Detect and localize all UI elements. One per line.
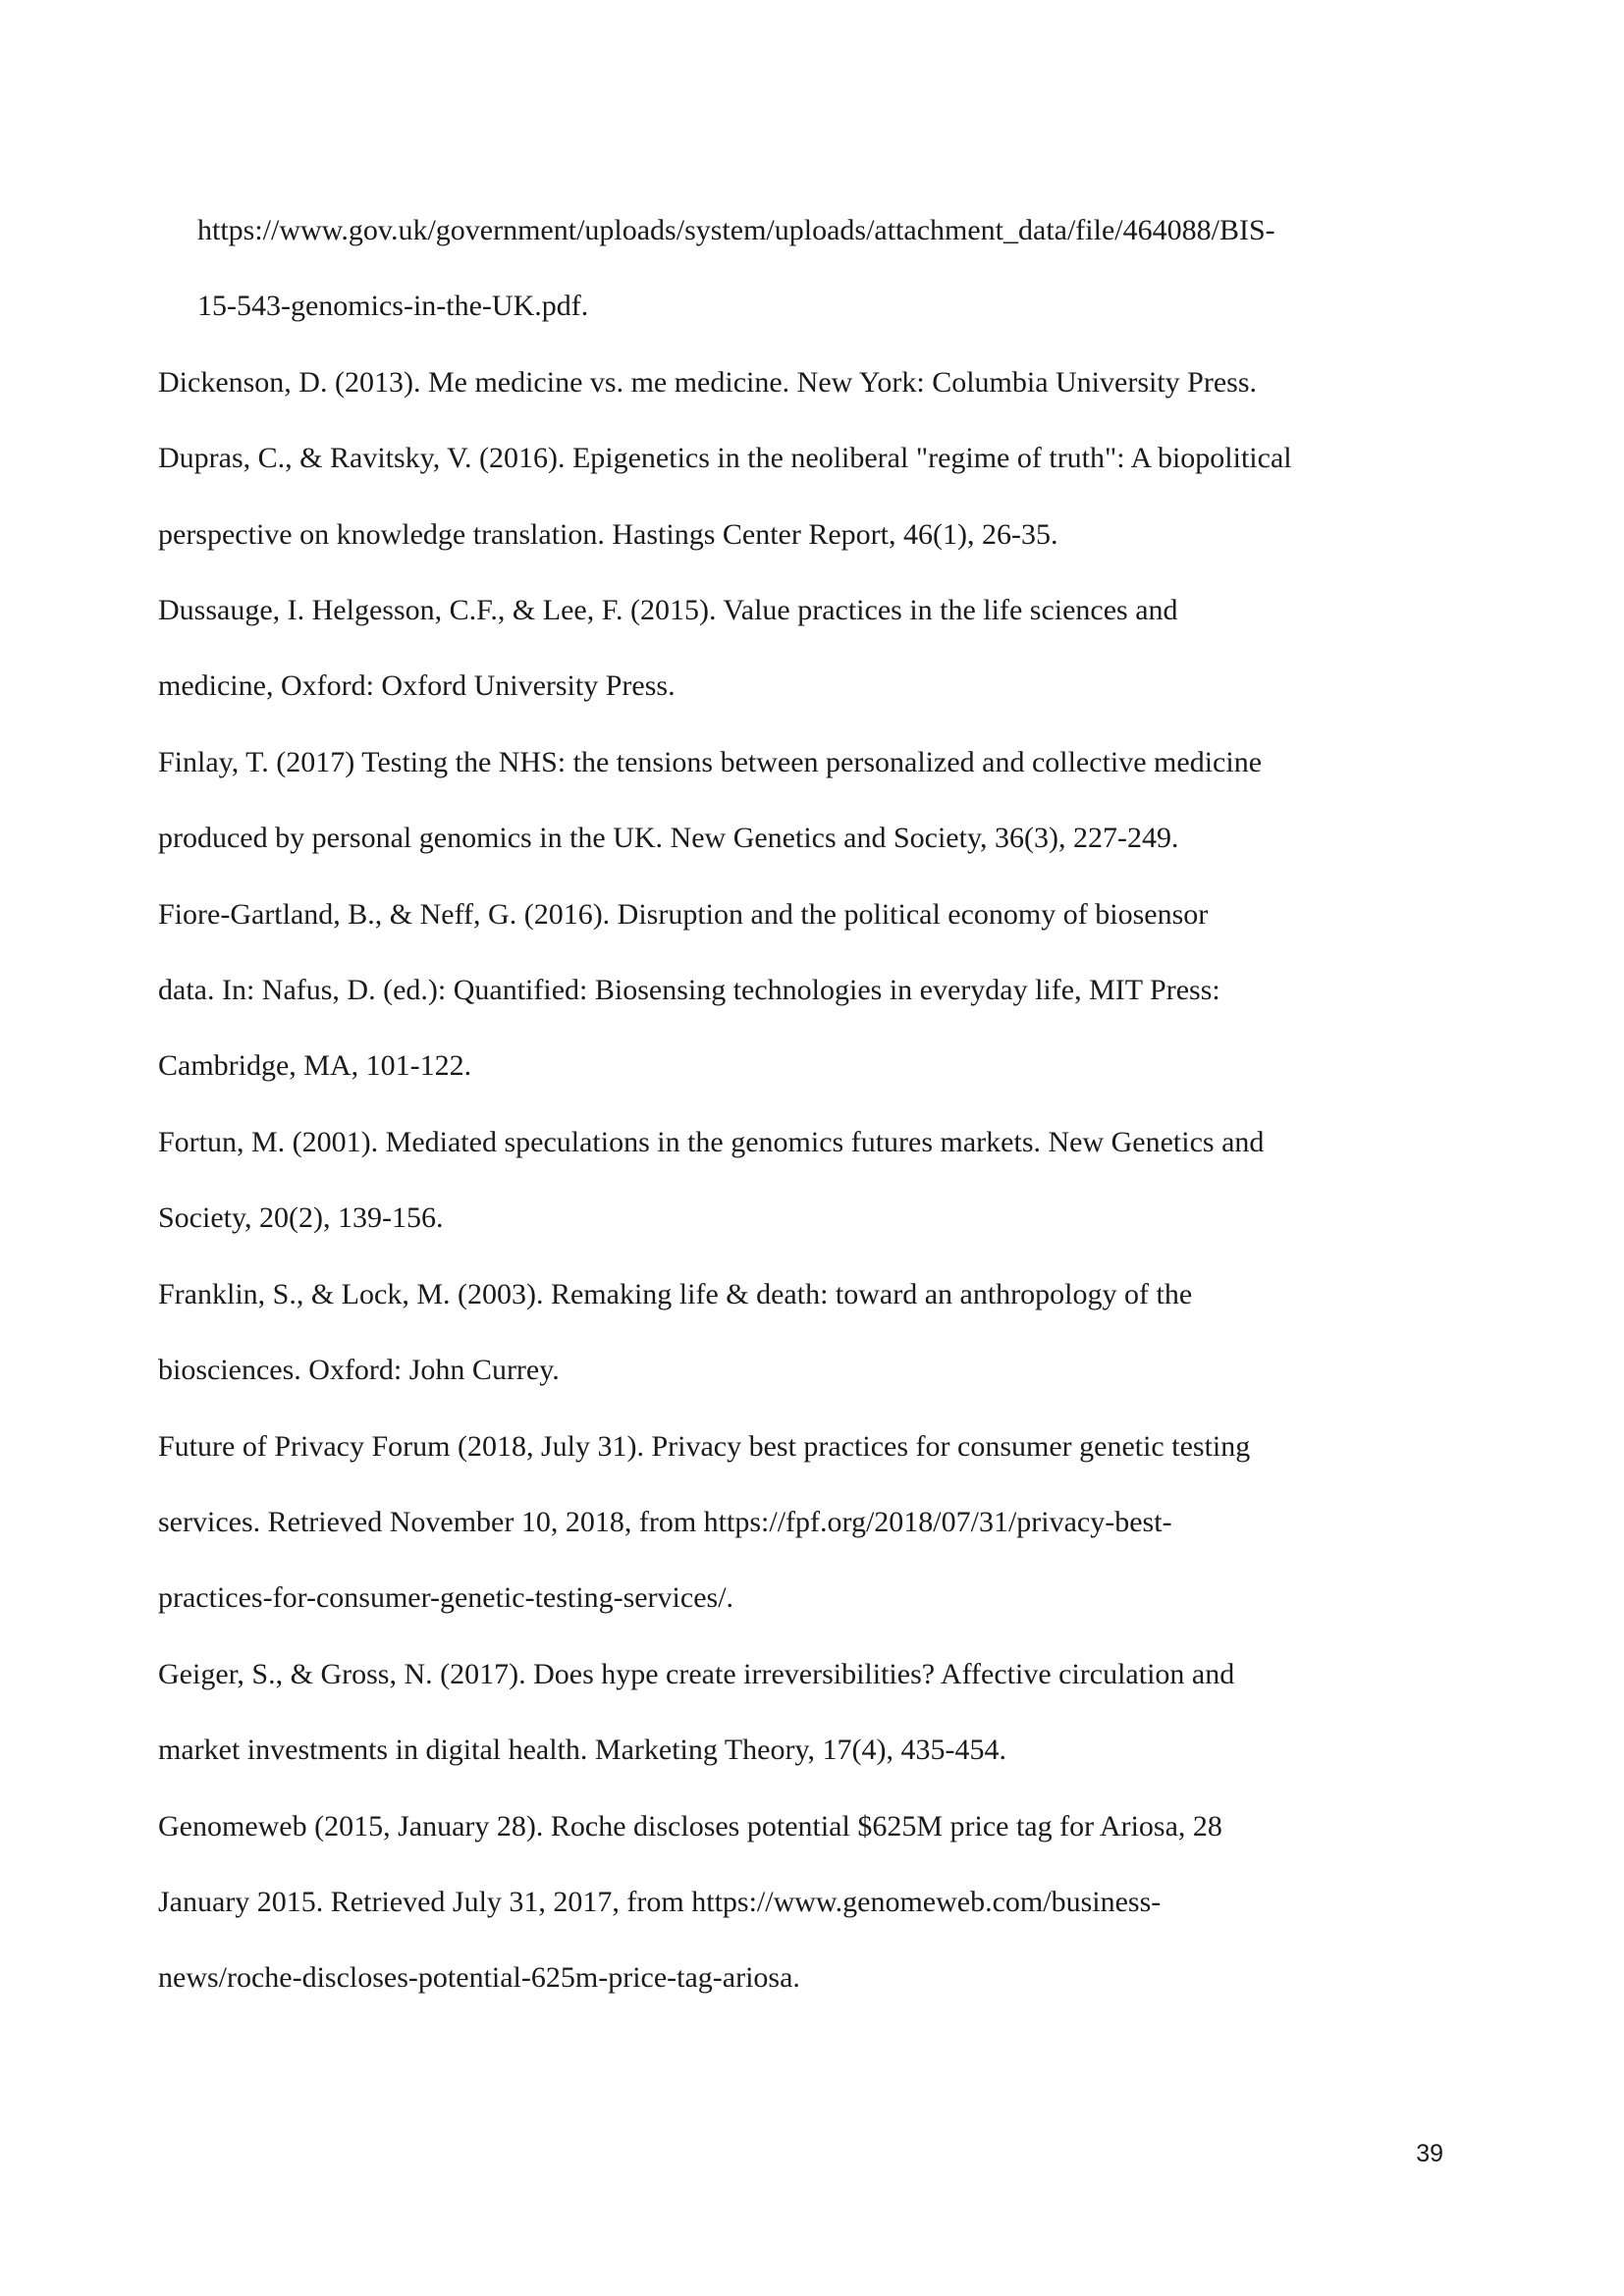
reference-line: services. Retrieved November 10, 2018, from https://fpf.org/2018/07/31/privacy-best- [158,1505,1172,1538]
reference-entry [158,1636,1464,1789]
reference-line: January 2015. Retrieved July 31, 2017, from https://www.genomeweb.com/business- [158,1885,1162,1918]
reference-line: data. In: Nafus, D. (ed.): Quantified: Biosensing technologies in everyday life, MIT Press: [158,974,1220,1007]
reference-line: Future of Privacy Forum (2018, July 31). Privacy best practices for consumer genetic testing [158,1429,1251,1463]
reference-entry [158,345,1464,420]
reference-entry [158,192,1464,345]
reference-line: practices-for-consumer-genetic-testing-services/. [158,1581,734,1615]
reference-line: 15-543-genomics-in-the-UK.pdf. [197,290,589,323]
reference-entry [158,1409,1464,1636]
reference-line: Dickenson, D. (2013). Me medicine vs. me medicine. New York: Columbia University Press. [158,365,1258,399]
reference-entry [158,1104,1464,1256]
reference-line: Geiger, S., & Gross, N. (2017). Does hype create irreversibilities? Affective circulation and [158,1657,1235,1690]
reference-entry [158,1256,1464,1409]
reference-line: news/roche-discloses-potential-625m-price-tag-ariosa. [158,1961,800,1995]
reference-entry [158,420,1464,572]
page-number: 39 [1416,2140,1443,2167]
reference-line: https://www.gov.uk/government/uploads/system/uploads/attachment_data/file/464088/BIS- [197,214,1275,246]
reference-list [158,192,1464,2016]
reference-line: Finlay, T. (2017) Testing the NHS: the tensions between personalized and collective medicine [158,745,1263,778]
reference-line: biosciences. Oxford: John Currey. [158,1354,560,1387]
reference-line: Dupras, C., & Ravitsky, V. (2016). Epigenetics in the neoliberal "regime of truth": A biopolitical [158,442,1292,475]
reference-entry [158,724,1464,877]
reference-line: Fortun, M. (2001). Mediated speculations in the genomics futures markets. New Genetics and [158,1125,1265,1158]
reference-line: market investments in digital health. Marketing Theory, 17(4), 435-454. [158,1734,1006,1767]
reference-line: Genomeweb (2015, January 28). Roche discloses potential $625M price tag for Ariosa, 28 [158,1809,1222,1842]
reference-entry [158,877,1464,1104]
reference-line: produced by personal genomics in the UK. New Genetics and Society, 36(3), 227-249. [158,822,1179,855]
reference-line: Franklin, S., & Lock, M. (2003). Remaking life & death: toward an anthropology of the [158,1277,1193,1310]
reference-line: medicine, Oxford: Oxford University Press. [158,669,676,703]
reference-line: perspective on knowledge translation. Hastings Center Report, 46(1), 26-35. [158,517,1058,551]
reference-entry [158,1789,1464,2016]
reference-line: Society, 20(2), 139-156. [158,1201,444,1235]
reference-line: Fiore-Gartland, B., & Neff, G. (2016). Disruption and the political economy of biosensor [158,897,1209,931]
reference-entry [158,572,1464,724]
reference-line: Dussauge, I. Helgesson, C.F., & Lee, F. (2015). Value practices in the life sciences and [158,594,1178,627]
reference-line: Cambridge, MA, 101-122. [158,1049,472,1083]
